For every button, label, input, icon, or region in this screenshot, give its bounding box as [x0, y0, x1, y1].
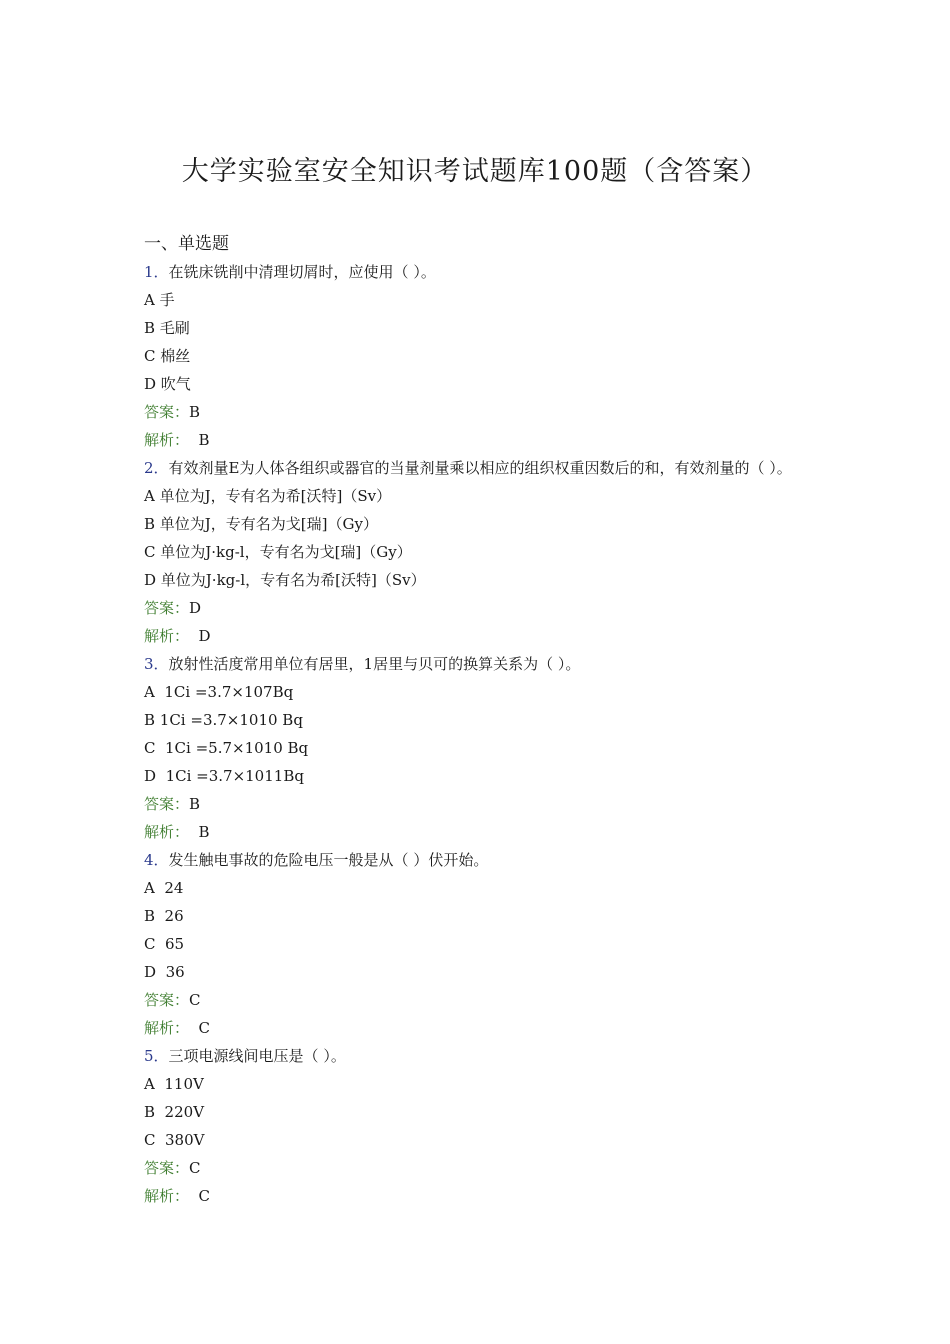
question-text: 发生触电事故的危险电压一般是从（ ）伏开始。 — [168, 851, 489, 869]
answer-line — [144, 790, 814, 818]
analysis-value: C — [189, 1019, 211, 1037]
answer-label: 答案： — [144, 403, 190, 421]
option-item: B 26 — [144, 907, 184, 925]
analysis-value: D — [189, 627, 211, 645]
analysis-line — [144, 622, 814, 650]
analysis-value: B — [189, 431, 210, 449]
option-item: A 手 — [144, 291, 175, 309]
option-item: C 棉丝 — [144, 347, 191, 365]
option-item: A 24 — [144, 879, 184, 897]
analysis-label: 解析： — [144, 627, 190, 645]
question-list — [144, 230, 814, 1210]
section-heading: 一、单选题 — [144, 234, 229, 254]
option-item: C 1Ci =5.7×1010 Bq — [144, 739, 309, 757]
answer-label: 答案： — [144, 795, 190, 813]
option-item: D 单位为J·kg-l，专有名为希[沃特]（Sv） — [144, 571, 426, 589]
question-stem — [144, 650, 814, 678]
answer-value: B — [189, 403, 201, 421]
analysis-label: 解析： — [144, 1019, 190, 1037]
option-item: B 220V — [144, 1103, 205, 1121]
answer-line — [144, 398, 814, 426]
question-block — [144, 650, 814, 846]
answer-value: D — [189, 599, 202, 617]
option-item: D 1Ci =3.7×1011Bq — [144, 767, 304, 785]
option-item: A 单位为J，专有名为希[沃特]（Sv） — [144, 487, 392, 505]
answer-value: B — [189, 795, 201, 813]
answer-line — [144, 594, 814, 622]
question-stem — [144, 1042, 814, 1070]
analysis-value: B — [189, 823, 210, 841]
question-stem — [144, 454, 814, 482]
analysis-line — [144, 1182, 814, 1210]
question-number: 2． — [144, 459, 169, 477]
analysis-line — [144, 426, 814, 454]
option-item: C 65 — [144, 935, 185, 953]
questions-container — [144, 258, 814, 1210]
option-item: B 1Ci =3.7×1010 Bq — [144, 711, 303, 729]
analysis-line — [144, 1014, 814, 1042]
question-stem — [144, 258, 814, 286]
answer-label: 答案： — [144, 991, 190, 1009]
analysis-label: 解析： — [144, 431, 190, 449]
answer-label: 答案： — [144, 599, 190, 617]
question-stem — [144, 846, 814, 874]
option-item: D 吹气 — [144, 375, 191, 393]
question-block — [144, 846, 814, 1042]
question-text: 三项电源线间电压是（ ）。 — [168, 1047, 346, 1065]
document-title: 大学实验室安全知识考试题库100题（含答案） — [181, 156, 769, 187]
analysis-label: 解析： — [144, 1187, 190, 1205]
answer-label: 答案： — [144, 1159, 190, 1177]
question-number: 4． — [144, 851, 169, 869]
option-item: B 单位为J，专有名为戈[瑞]（Gy） — [144, 515, 378, 533]
analysis-line — [144, 818, 814, 846]
answer-value: C — [189, 1159, 201, 1177]
analysis-value: C — [189, 1187, 211, 1205]
question-block — [144, 258, 814, 454]
question-block — [144, 454, 814, 650]
question-text: 放射性活度常用单位有居里，1居里与贝可的换算关系为（ ）。 — [168, 655, 581, 673]
answer-value: C — [189, 991, 201, 1009]
option-item: D 36 — [144, 963, 185, 981]
option-item: A 1Ci =3.7×107Bq — [144, 683, 294, 701]
question-block — [144, 1042, 814, 1210]
question-text: 在铣床铣削中清理切屑时，应使用（ ）。 — [168, 263, 436, 281]
option-item: C 380V — [144, 1131, 205, 1149]
analysis-label: 解析： — [144, 823, 190, 841]
option-item: B 毛刷 — [144, 319, 190, 337]
option-item: A 110V — [144, 1075, 204, 1093]
question-number: 1． — [144, 263, 169, 281]
answer-line — [144, 1154, 814, 1182]
question-number: 3． — [144, 655, 169, 673]
answer-line — [144, 986, 814, 1014]
question-text: 有效剂量E为人体各组织或器官的当量剂量乘以相应的组织权重因数后的和，有效剂量的（ ）。 — [168, 459, 792, 477]
option-item: C 单位为J·kg-l，专有名为戈[瑞]（Gy） — [144, 543, 412, 561]
question-number: 5． — [144, 1047, 169, 1065]
